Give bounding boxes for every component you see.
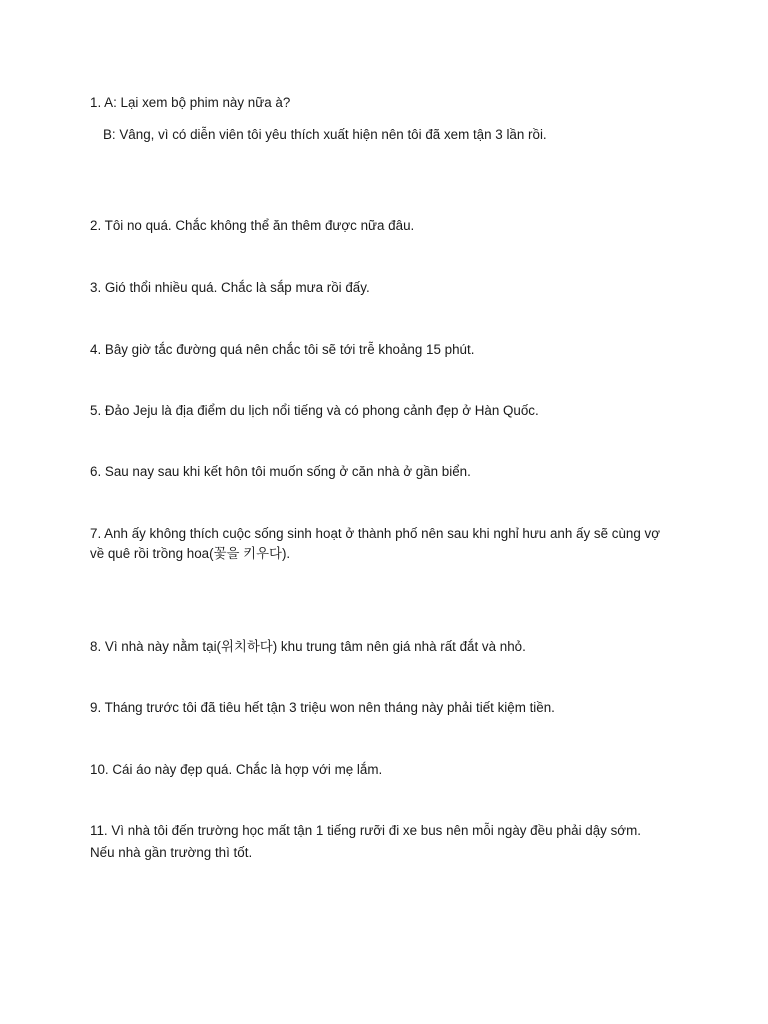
item-3: 3. Gió thổi nhiều quá. Chắc là sắp mưa rồi đấy. — [90, 280, 370, 295]
item-1-line-b: B: Vâng, vì có diễn viên tôi yêu thích xuất hiện nên tôi đã xem tận 3 lần rồi. — [103, 127, 547, 142]
item-11-line-b: Nếu nhà gần trường thì tốt. — [90, 845, 253, 860]
item-10: 10. Cái áo này đẹp quá. Chắc là hợp với mẹ lắm. — [90, 762, 383, 777]
item-6: 6. Sau nay sau khi kết hôn tôi muốn sống ở căn nhà ở gần biển. — [90, 464, 471, 479]
item-5: 5. Đảo Jeju là địa điểm du lịch nổi tiếng và có phong cảnh đẹp ở Hàn Quốc. — [90, 403, 539, 418]
item-8: 8. Vì nhà này nằm tại(위치하다) khu trung tâm nên giá nhà rất đắt và nhỏ. — [90, 639, 526, 654]
item-9: 9. Tháng trước tôi đã tiêu hết tận 3 triệu won nên tháng này phải tiết kiệm tiền. — [90, 700, 555, 715]
item-11-line-a: 11. Vì nhà tôi đến trường học mất tận 1 tiếng rưỡi đi xe bus nên mỗi ngày đều phải dậy sớm. — [90, 823, 641, 838]
item-2: 2. Tôi no quá. Chắc không thể ăn thêm được nữa đâu. — [90, 218, 415, 233]
item-4: 4. Bây giờ tắc đường quá nên chắc tôi sẽ tới trễ khoảng 15 phút. — [90, 342, 475, 357]
item-7-line-a: 7. Anh ấy không thích cuộc sống sinh hoạt ở thành phố nên sau khi nghỉ hưu anh ấy sẽ cùng vợ — [90, 526, 660, 541]
item-1-line-a: 1. A: Lại xem bộ phim này nữa à? — [90, 95, 291, 110]
item-7-line-b: về quê rồi trồng hoa(꽃을 키우다). — [90, 546, 291, 561]
